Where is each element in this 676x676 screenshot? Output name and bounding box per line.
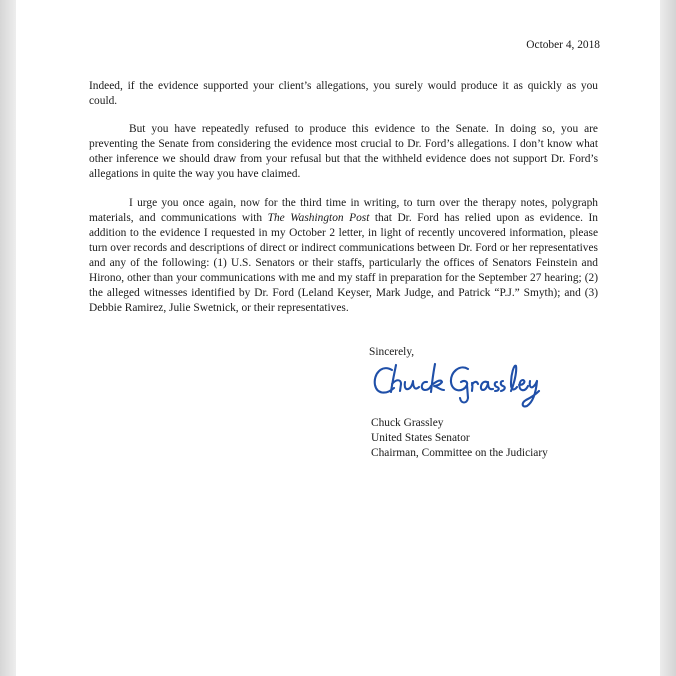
letter-closing: Sincerely, [369, 346, 415, 358]
handwritten-signature [370, 360, 545, 412]
page-shadow-left [0, 0, 15, 676]
paragraph-3-text-end: that Dr. Ford has relied upon as evidence. In addition to the evidence I requested in my October 2 letter, in light of recently uncovered information, please turn over records and descriptions of direct or indirect communications between Dr. Ford or her representatives and any of the following: (1) U.S. Senators or their staffs, particularly the offices of Senators Feinstein and Hirono, other than your communications with me and my staff in preparation for the September 27 hearing; (2) the alleged witnesses identified by Dr. Ford (Leland Keyser, Mark Judge, and Patrick “P.J.” Smyth); and (3) Debbie Ramirez, Julie Swetnick, or their representatives. [89, 212, 598, 314]
letter-paragraph-1: Indeed, if the evidence supported your client’s allegations, you surely would produce it as quickly as you could. [89, 80, 598, 107]
signature-block [371, 416, 548, 461]
letter-paragraph-2: But you have repeatedly refused to produce this evidence to the Senate. In doing so, you are preventing the Senate from considering the evidence most crucial to Dr. Ford’s allegations. I don’t know what other inference we should draw from your refusal but that the withheld evidence does not support Dr. Ford’s allegations in quite the way you have claimed. [89, 123, 598, 180]
signer-name: Chuck Grassley [371, 417, 444, 429]
letter-date: October 4, 2018 [526, 39, 600, 51]
page-shadow-right [660, 0, 676, 676]
letter-paragraph-3 [89, 196, 598, 316]
signer-title: United States Senator [371, 432, 470, 444]
signer-position: Chairman, Committee on the Judiciary [371, 447, 548, 459]
letter-page [16, 0, 660, 676]
newspaper-title: The Washington Post [267, 212, 370, 224]
paragraph-3-text-start: I urge you once again, now for the third time in writing, to turn over the therapy notes, polygraph materials, and communications with [89, 197, 598, 224]
